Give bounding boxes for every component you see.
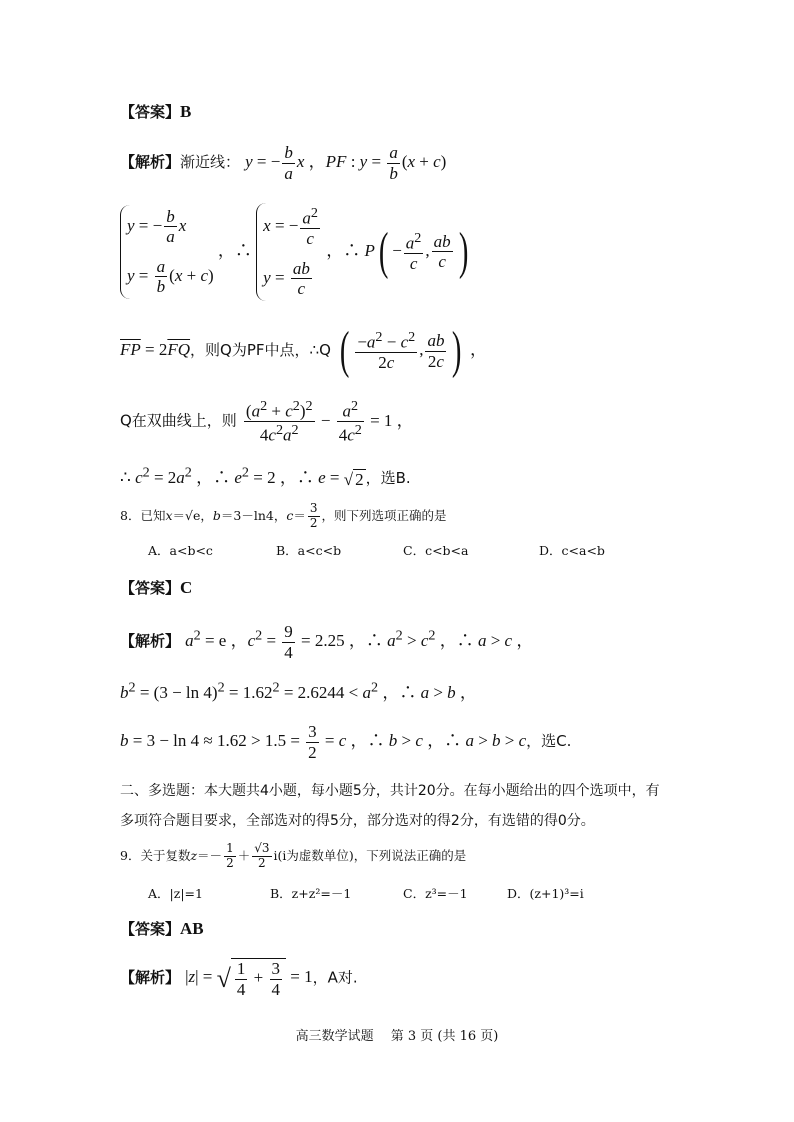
analysis-label: 【解析】 xyxy=(120,968,181,987)
q8-option-b: B．a<c<b xyxy=(276,543,342,558)
analysis-label: 【解析】 xyxy=(120,631,181,650)
q9-answer-line xyxy=(120,918,204,939)
q7-conclusion-line xyxy=(120,463,411,490)
q7-hyperbola-line xyxy=(120,398,414,445)
q8-step3: b = 3 − ln 4 ≈ 1.62 > 1.5 = $\frac{3}{2}$ = c ，∴ b > c ，∴ a > b > c xyxy=(120,722,527,762)
q8-option-a: A．a<b<c xyxy=(148,543,213,558)
q7-midpoint-line xyxy=(120,322,488,379)
q9-option-b: B．z+z²=－1 xyxy=(270,886,352,901)
q9-stem-suffix: (i为虚数单位)，下列说法正确的是 xyxy=(277,847,467,863)
q9-complex-number: z＝－ $\frac{1}{2}$ ＋ $\frac{√3}{2}$ i xyxy=(190,841,278,870)
page-footer: 高三数学试题 第 3 页 (共 16 页) xyxy=(295,1029,499,1044)
answer-label: 【答案】 xyxy=(120,103,181,121)
analysis-label: 【解析】 xyxy=(120,152,181,171)
q8-option-d: D．c<a<b xyxy=(539,543,605,558)
q9-option-a: A．|z|=1 xyxy=(148,886,203,901)
q8-stem xyxy=(120,502,447,531)
asymptote-equation: y = − $\frac{b}{a}$ x ，PF : y = $\frac{a}{b}$ (x + c) xyxy=(245,143,447,183)
section2-line2: 多项符合题目要求，全部选对的得5分，部分选对的得2分，有选错的得0分。 xyxy=(120,813,595,829)
q8-stem-suffix: ，则下列选项正确的是 xyxy=(321,507,447,523)
q7-answer: B xyxy=(180,102,192,121)
q7-select: ，选B. xyxy=(365,469,411,487)
q8-analysis-line3 xyxy=(120,722,571,762)
q9-option-d: D．(z+1)³=i xyxy=(507,886,584,901)
q8-analysis-line1 xyxy=(120,622,533,662)
on-hyperbola-text: Q在双曲线上，则 xyxy=(120,411,237,430)
hyperbola-equation: $\frac{(a^2 + c^2)^2}{4c^2a^2}$ − $\frac{a^2}{4c^2}$ = 1 ， xyxy=(245,398,414,445)
q9-stem xyxy=(120,842,466,871)
q9-stem-prefix: 9．关于复数 xyxy=(120,847,191,863)
q9-analysis-tail: ，A对. xyxy=(312,968,358,987)
eccentricity-derivation: ∴ $c^2 = 2a^2$ ，∴ $e^2 = 2$ ，∴ e = √ 2 xyxy=(120,464,364,489)
q8-step1: $a^2 = e$ ，$c^2$ = $\frac{9}{4}$ = 2.25 ，∴ $a^2 > c^2$ ，∴ a > c ， xyxy=(185,622,534,662)
asymptote-label: 渐近线： xyxy=(180,152,241,171)
q8-analysis-line2 xyxy=(120,678,477,703)
q9-analysis-line xyxy=(120,958,358,999)
q8-stem-prefix: 8．已知 xyxy=(120,507,166,523)
q8-conditions: x＝√e，b＝3－ln4，c＝ $\frac{3}{2}$ xyxy=(165,501,318,530)
q8-step2: $b^2 = (3 - \ln 4)^2 = 1.62^2 = 2.6244 < a^2$ ，∴ a > b ， xyxy=(120,679,477,702)
answer-label: 【答案】 xyxy=(120,920,181,938)
q9-answer: AB xyxy=(180,919,204,938)
q7-analysis-line1 xyxy=(120,143,446,183)
midpoint-coordinates: ( $\frac{-a^2 - c^2}{2c}$ , $\frac{ab}{2c}$ ) ， xyxy=(339,322,488,379)
vector-relation: $\overline{FP} = 2\overline{FQ}$ xyxy=(120,339,191,359)
q7-system-line xyxy=(120,203,472,301)
q8-answer: C xyxy=(180,578,193,597)
q7-answer-line xyxy=(120,101,191,122)
q9-option-c: C．z³=－1 xyxy=(403,886,468,901)
answer-label: 【答案】 xyxy=(120,579,181,597)
section2-line1: 二、多选题：本大题共4小题，每小题5分，共计20分。在每小题给出的四个选项中，有 xyxy=(120,783,660,799)
q9-modulus: |z| = √ $\frac{1}{4}$ + $\frac{3}{4}$ = 1 xyxy=(185,959,313,999)
q8-option-c: C．c<b<a xyxy=(403,543,469,558)
equation-system: y = − $\frac{b}{a}$ x y = $\frac{a}{b}$ (x + c) ，∴ x = − $\frac{a^2}{c}$ y = $\frac{ab}{c}$ ，∴ P( − $\frac{a^2}{c}$ , $\frac{ab}{c}$ ) xyxy=(120,241,472,260)
q8-select: ，选C. xyxy=(526,731,572,750)
midpoint-text: ，则Q为PF中点，∴Q xyxy=(190,340,331,359)
q8-answer-line xyxy=(120,577,192,598)
